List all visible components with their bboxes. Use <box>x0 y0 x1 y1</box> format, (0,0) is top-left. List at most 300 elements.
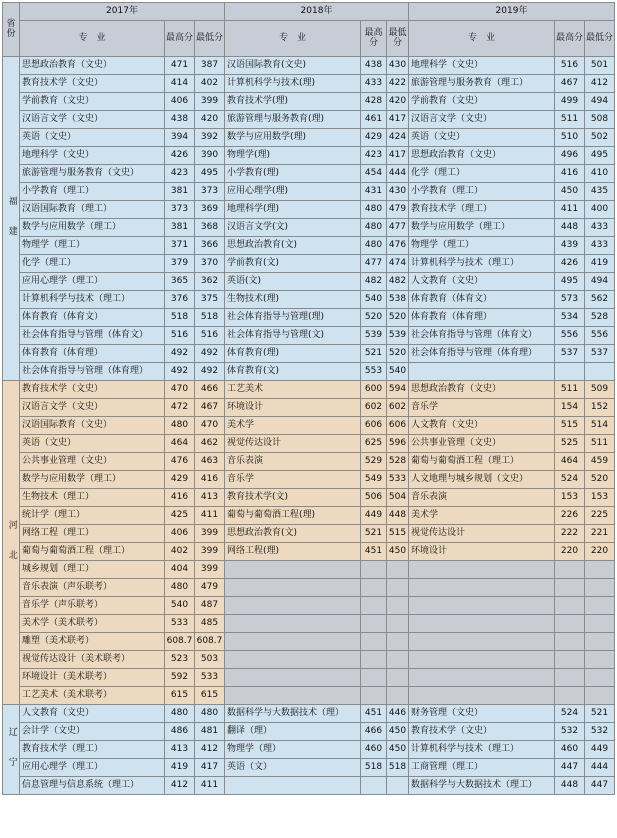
min-score-cell: 366 <box>195 237 225 255</box>
min-score-cell: 411 <box>195 777 225 795</box>
max-header-2018: 最高分 <box>361 21 387 57</box>
min-score-cell: 615 <box>195 687 225 705</box>
major-cell: 学前教育（文史） <box>409 93 555 111</box>
min-score-cell: 538 <box>387 291 409 309</box>
min-score-cell: 494 <box>585 93 615 111</box>
min-score-cell: 413 <box>195 489 225 507</box>
min-score-cell: 402 <box>195 75 225 93</box>
major-cell: 信息管理与信息系统（理工） <box>20 777 165 795</box>
major-cell <box>225 561 361 579</box>
max-score-cell <box>555 633 585 651</box>
major-cell: 小学教育（理工） <box>20 183 165 201</box>
max-score-cell: 425 <box>165 507 195 525</box>
major-cell: 美术学（美术联考） <box>20 615 165 633</box>
max-score-cell: 450 <box>555 183 585 201</box>
max-score-cell: 429 <box>165 471 195 489</box>
major-cell: 音乐表演 <box>409 489 555 507</box>
major-cell: 葡萄与葡萄酒工程（理工） <box>20 543 165 561</box>
major-cell: 计算机科学与技术(理) <box>225 75 361 93</box>
max-score-cell: 480 <box>361 219 387 237</box>
min-score-cell: 596 <box>387 435 409 453</box>
table-row <box>3 183 615 201</box>
max-score-cell: 600 <box>361 381 387 399</box>
max-header-2017: 最高分 <box>165 21 195 57</box>
major-cell: 思想政治教育(文) <box>225 525 361 543</box>
table-row <box>3 687 615 705</box>
table-row <box>3 705 615 723</box>
max-score-cell: 615 <box>165 687 195 705</box>
max-score-cell <box>361 687 387 705</box>
major-cell: 葡萄与葡萄酒工程（理工） <box>409 453 555 471</box>
max-header-2019: 最高分 <box>555 21 585 57</box>
max-score-cell: 539 <box>361 327 387 345</box>
min-score-cell: 518 <box>195 309 225 327</box>
major-cell <box>409 561 555 579</box>
table-row <box>3 597 615 615</box>
province-header: 省份 <box>3 3 20 57</box>
min-score-cell: 528 <box>585 309 615 327</box>
table-row <box>3 93 615 111</box>
max-score-cell: 460 <box>555 741 585 759</box>
table-row <box>3 129 615 147</box>
major-cell: 社会体育指导与管理(理) <box>225 309 361 327</box>
table-row <box>3 777 615 795</box>
major-cell <box>225 777 361 795</box>
major-header-2018: 专 业 <box>225 21 361 57</box>
table-row <box>3 525 615 543</box>
major-cell: 音乐表演 <box>225 453 361 471</box>
table-row <box>3 453 615 471</box>
major-cell: 社会体育指导与管理（体育理） <box>20 363 165 381</box>
major-cell: 汉语国际教育（文史） <box>20 417 165 435</box>
max-score-cell: 515 <box>555 417 585 435</box>
min-score-cell: 430 <box>387 183 409 201</box>
max-score-cell: 608.7 <box>165 633 195 651</box>
min-score-cell: 417 <box>387 111 409 129</box>
max-score-cell: 226 <box>555 507 585 525</box>
min-score-cell: 399 <box>195 93 225 111</box>
major-cell: 英语（文） <box>225 759 361 777</box>
min-score-cell: 495 <box>585 147 615 165</box>
min-score-cell: 153 <box>585 489 615 507</box>
max-score-cell: 606 <box>361 417 387 435</box>
max-score-cell: 423 <box>361 147 387 165</box>
min-score-cell: 482 <box>387 273 409 291</box>
max-score-cell: 492 <box>165 345 195 363</box>
major-cell <box>225 669 361 687</box>
min-score-cell: 540 <box>387 363 409 381</box>
major-cell: 人文教育（文史） <box>409 273 555 291</box>
min-score-cell: 225 <box>585 507 615 525</box>
max-score-cell: 516 <box>555 57 585 75</box>
table-row <box>3 219 615 237</box>
table-row <box>3 237 615 255</box>
min-score-cell: 485 <box>195 615 225 633</box>
max-score-cell <box>555 363 585 381</box>
max-score-cell: 480 <box>165 417 195 435</box>
major-cell: 翻译（理） <box>225 723 361 741</box>
min-score-cell: 420 <box>387 93 409 111</box>
major-cell: 旅游管理与服务教育（理工） <box>409 75 555 93</box>
min-score-cell: 520 <box>387 309 409 327</box>
max-score-cell: 416 <box>555 165 585 183</box>
max-score-cell: 423 <box>165 165 195 183</box>
min-score-cell <box>387 615 409 633</box>
min-score-cell: 399 <box>195 561 225 579</box>
major-cell: 数学与应用数学（理工） <box>409 219 555 237</box>
major-cell: 环境设计 <box>225 399 361 417</box>
table-row <box>3 669 615 687</box>
max-score-cell: 470 <box>165 381 195 399</box>
major-cell: 人文教育（文史） <box>20 705 165 723</box>
major-cell: 音乐学（声乐联考） <box>20 597 165 615</box>
min-score-cell: 463 <box>195 453 225 471</box>
max-score-cell: 379 <box>165 255 195 273</box>
max-score-cell: 480 <box>165 579 195 597</box>
min-score-cell: 503 <box>195 651 225 669</box>
min-score-cell: 480 <box>195 705 225 723</box>
min-score-cell: 494 <box>585 273 615 291</box>
min-score-cell: 476 <box>387 237 409 255</box>
major-cell <box>409 633 555 651</box>
major-cell: 应用心理学（理工） <box>20 273 165 291</box>
max-score-cell <box>555 687 585 705</box>
major-cell: 物理学（理工） <box>409 237 555 255</box>
major-cell: 汉语言文学（文史） <box>409 111 555 129</box>
major-cell: 化学（理工） <box>20 255 165 273</box>
max-score-cell: 454 <box>361 165 387 183</box>
min-score-cell <box>387 561 409 579</box>
major-cell: 音乐学 <box>225 471 361 489</box>
min-score-cell: 556 <box>585 327 615 345</box>
major-cell: 数学与应用数学(理) <box>225 129 361 147</box>
max-score-cell: 476 <box>165 453 195 471</box>
min-score-cell: 492 <box>195 363 225 381</box>
major-cell: 统计学（理工） <box>20 507 165 525</box>
min-score-cell <box>585 579 615 597</box>
max-score-cell: 492 <box>165 363 195 381</box>
major-cell: 数据科学与大数据技术（理） <box>225 705 361 723</box>
min-score-cell: 511 <box>585 435 615 453</box>
min-score-cell: 602 <box>387 399 409 417</box>
major-cell: 社会体育指导与管理（体育文） <box>409 327 555 345</box>
min-score-cell: 466 <box>195 381 225 399</box>
min-header-2018: 最低分 <box>387 21 409 57</box>
major-cell: 地理科学(理) <box>225 201 361 219</box>
min-score-cell <box>585 561 615 579</box>
major-cell: 社会体育指导与管理(文) <box>225 327 361 345</box>
table-row <box>3 651 615 669</box>
major-cell: 思想政治教育（文史） <box>409 147 555 165</box>
major-cell: 汉语言文学（文史） <box>20 399 165 417</box>
max-score-cell: 406 <box>165 525 195 543</box>
min-score-cell: 375 <box>195 291 225 309</box>
table-row <box>3 723 615 741</box>
max-score-cell: 524 <box>555 471 585 489</box>
min-score-cell: 387 <box>195 57 225 75</box>
max-score-cell: 411 <box>555 201 585 219</box>
max-score-cell: 518 <box>361 759 387 777</box>
min-score-cell: 435 <box>585 183 615 201</box>
major-cell: 人文教育（文史） <box>409 417 555 435</box>
major-cell: 物理学(理) <box>225 147 361 165</box>
major-cell: 葡萄与葡萄酒工程(理) <box>225 507 361 525</box>
min-score-cell: 479 <box>387 201 409 219</box>
min-score-cell: 447 <box>585 777 615 795</box>
max-score-cell <box>555 597 585 615</box>
max-score-cell: 426 <box>165 147 195 165</box>
max-score-cell: 222 <box>555 525 585 543</box>
table-row <box>3 309 615 327</box>
max-score-cell: 472 <box>165 399 195 417</box>
min-score-cell: 399 <box>195 543 225 561</box>
min-score-cell <box>387 633 409 651</box>
major-cell: 体育教育(文) <box>225 363 361 381</box>
min-score-cell: 390 <box>195 147 225 165</box>
min-score-cell: 411 <box>195 507 225 525</box>
major-cell <box>409 615 555 633</box>
max-score-cell: 520 <box>361 309 387 327</box>
min-score-cell: 504 <box>387 489 409 507</box>
max-score-cell <box>361 597 387 615</box>
min-score-cell: 450 <box>387 543 409 561</box>
min-score-cell: 370 <box>195 255 225 273</box>
major-header-2019: 专 业 <box>409 21 555 57</box>
major-cell: 网络工程（理工） <box>20 525 165 543</box>
max-score-cell: 524 <box>555 705 585 723</box>
major-cell: 公共事业管理（文史） <box>409 435 555 453</box>
max-score-cell: 394 <box>165 129 195 147</box>
major-cell: 化学（理工） <box>409 165 555 183</box>
major-cell: 物理学（理工） <box>20 237 165 255</box>
min-score-cell <box>387 669 409 687</box>
max-score-cell <box>361 633 387 651</box>
max-score-cell: 540 <box>165 597 195 615</box>
min-score-cell <box>585 651 615 669</box>
major-cell: 物理学（理） <box>225 741 361 759</box>
max-score-cell: 480 <box>361 201 387 219</box>
min-score-cell: 369 <box>195 201 225 219</box>
max-score-cell <box>361 777 387 795</box>
max-score-cell: 549 <box>361 471 387 489</box>
max-score-cell: 376 <box>165 291 195 309</box>
max-score-cell: 414 <box>165 75 195 93</box>
major-cell: 教育技术学（文史） <box>409 723 555 741</box>
table-row <box>3 489 615 507</box>
min-score-cell: 518 <box>387 759 409 777</box>
min-score-cell: 368 <box>195 219 225 237</box>
min-header-2019: 最低分 <box>585 21 615 57</box>
major-cell: 城乡规划（理工） <box>20 561 165 579</box>
min-score-cell: 400 <box>585 201 615 219</box>
min-score-cell: 533 <box>195 669 225 687</box>
major-cell: 地理科学（文史） <box>409 57 555 75</box>
max-score-cell: 518 <box>165 309 195 327</box>
min-score-cell: 422 <box>387 75 409 93</box>
table-row <box>3 201 615 219</box>
min-score-cell: 528 <box>387 453 409 471</box>
major-cell <box>409 687 555 705</box>
min-score-cell: 392 <box>195 129 225 147</box>
min-score-cell: 412 <box>195 741 225 759</box>
min-score-cell: 444 <box>585 759 615 777</box>
major-cell: 生物技术(理) <box>225 291 361 309</box>
major-cell <box>409 363 555 381</box>
major-cell: 工艺美术 <box>225 381 361 399</box>
max-score-cell: 447 <box>555 759 585 777</box>
max-score-cell: 471 <box>165 57 195 75</box>
major-cell: 数据科学与大数据技术（理工） <box>409 777 555 795</box>
min-score-cell: 514 <box>585 417 615 435</box>
min-score-cell: 373 <box>195 183 225 201</box>
max-score-cell: 534 <box>555 309 585 327</box>
min-score-cell <box>387 597 409 615</box>
major-cell <box>409 579 555 597</box>
max-score-cell: 464 <box>555 453 585 471</box>
max-score-cell: 419 <box>165 759 195 777</box>
min-score-cell: 501 <box>585 57 615 75</box>
min-score-cell <box>585 363 615 381</box>
min-score-cell: 487 <box>195 597 225 615</box>
min-score-cell: 152 <box>585 399 615 417</box>
major-cell: 英语（文史） <box>409 129 555 147</box>
min-score-cell: 492 <box>195 345 225 363</box>
min-score-cell: 467 <box>195 399 225 417</box>
min-score-cell: 533 <box>387 471 409 489</box>
max-score-cell: 499 <box>555 93 585 111</box>
max-score-cell: 460 <box>361 741 387 759</box>
major-cell: 音乐表演（声乐联考） <box>20 579 165 597</box>
major-cell <box>225 615 361 633</box>
table-row <box>3 75 615 93</box>
major-cell: 思想政治教育（文史） <box>409 381 555 399</box>
min-score-cell: 481 <box>195 723 225 741</box>
min-score-cell: 419 <box>585 255 615 273</box>
max-score-cell <box>361 561 387 579</box>
major-cell: 视觉传达设计（美术联考） <box>20 651 165 669</box>
min-score-cell: 220 <box>585 543 615 561</box>
min-score-cell: 433 <box>585 237 615 255</box>
major-cell: 工商管理（理工） <box>409 759 555 777</box>
max-score-cell: 466 <box>361 723 387 741</box>
max-score-cell: 556 <box>555 327 585 345</box>
min-score-cell: 448 <box>387 507 409 525</box>
major-cell: 生物技术（理工） <box>20 489 165 507</box>
min-score-cell: 479 <box>195 579 225 597</box>
table-row <box>3 147 615 165</box>
major-cell <box>409 669 555 687</box>
major-cell <box>225 579 361 597</box>
min-score-cell: 449 <box>585 741 615 759</box>
major-cell: 公共事业管理（文史） <box>20 453 165 471</box>
max-score-cell: 413 <box>165 741 195 759</box>
min-score-cell <box>387 687 409 705</box>
major-cell: 数学与应用数学（理工） <box>20 219 165 237</box>
major-cell <box>409 597 555 615</box>
max-score-cell: 486 <box>165 723 195 741</box>
major-cell: 财务管理（文史） <box>409 705 555 723</box>
min-score-cell: 495 <box>195 165 225 183</box>
min-score-cell <box>585 687 615 705</box>
min-score-cell: 539 <box>387 327 409 345</box>
max-score-cell: 521 <box>361 525 387 543</box>
table-row <box>3 759 615 777</box>
max-score-cell <box>555 669 585 687</box>
min-score-cell: 444 <box>387 165 409 183</box>
max-score-cell: 404 <box>165 561 195 579</box>
major-cell: 音乐学 <box>409 399 555 417</box>
major-cell: 网络工程(理) <box>225 543 361 561</box>
max-score-cell: 448 <box>555 219 585 237</box>
max-score-cell <box>361 669 387 687</box>
table-row <box>3 741 615 759</box>
major-cell: 旅游管理与服务教育（文史） <box>20 165 165 183</box>
year-2017-header: 2017年 <box>20 3 225 21</box>
max-score-cell: 529 <box>361 453 387 471</box>
min-score-cell: 509 <box>585 381 615 399</box>
min-score-cell: 416 <box>195 471 225 489</box>
table-row <box>3 561 615 579</box>
major-cell: 计算机科学与技术（理工） <box>20 291 165 309</box>
major-cell: 教育技术学（理工） <box>20 741 165 759</box>
max-score-cell: 496 <box>555 147 585 165</box>
year-2019-header: 2019年 <box>409 3 615 21</box>
major-cell: 体育教育(理) <box>225 345 361 363</box>
min-score-cell <box>585 615 615 633</box>
max-score-cell: 416 <box>165 489 195 507</box>
max-score-cell <box>555 579 585 597</box>
max-score-cell: 553 <box>361 363 387 381</box>
max-score-cell: 371 <box>165 237 195 255</box>
max-score-cell: 433 <box>361 75 387 93</box>
min-header-2017: 最低分 <box>195 21 225 57</box>
min-score-cell: 532 <box>585 723 615 741</box>
table-row <box>3 273 615 291</box>
max-score-cell: 439 <box>555 237 585 255</box>
min-score-cell: 470 <box>195 417 225 435</box>
min-score-cell: 520 <box>387 345 409 363</box>
table-row <box>3 327 615 345</box>
max-score-cell <box>555 615 585 633</box>
max-score-cell: 495 <box>555 273 585 291</box>
min-score-cell: 410 <box>585 165 615 183</box>
max-score-cell: 480 <box>165 705 195 723</box>
min-score-cell: 515 <box>387 525 409 543</box>
max-score-cell: 506 <box>361 489 387 507</box>
max-score-cell: 511 <box>555 381 585 399</box>
major-cell <box>225 633 361 651</box>
major-cell <box>225 597 361 615</box>
max-score-cell: 406 <box>165 93 195 111</box>
min-score-cell: 450 <box>387 741 409 759</box>
max-score-cell: 429 <box>361 129 387 147</box>
max-score-cell: 381 <box>165 183 195 201</box>
max-score-cell: 480 <box>361 237 387 255</box>
min-score-cell <box>387 777 409 795</box>
min-score-cell <box>585 597 615 615</box>
major-cell: 应用心理学(理) <box>225 183 361 201</box>
min-score-cell: 606 <box>387 417 409 435</box>
max-score-cell: 523 <box>165 651 195 669</box>
max-score-cell: 516 <box>165 327 195 345</box>
max-score-cell: 438 <box>361 57 387 75</box>
province-name: 河 北 <box>3 381 20 705</box>
max-score-cell: 220 <box>555 543 585 561</box>
min-score-cell: 562 <box>585 291 615 309</box>
max-score-cell: 428 <box>361 93 387 111</box>
max-score-cell: 451 <box>361 705 387 723</box>
major-cell: 汉语言文学(文) <box>225 219 361 237</box>
